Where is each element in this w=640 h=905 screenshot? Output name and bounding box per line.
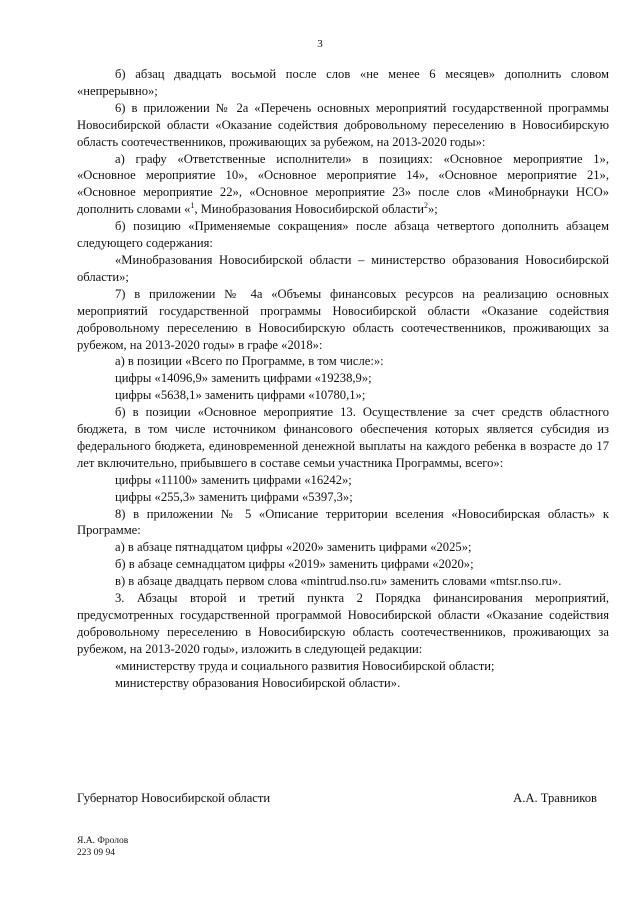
paragraph: б) в позиции «Основное мероприятие 13. Осуществление за счет средств областного бюджета, в том числе источником финансового обеспечения которых является субсидия из федерального бюджета, единовременной денежной выплаты на каждого ребенка в возрасте до 17 лет включительно, прибывшего в составе семьи участника Программы, всего»:: [77, 405, 609, 470]
footnote-mark: 1: [190, 201, 195, 211]
paragraph: цифры «14096,9» заменить цифрами «19238,9»;: [115, 371, 372, 386]
paragraph: б) позицию «Применяемые сокращения» после абзаца четвертого дополнить абзацем следующего содержания:: [77, 219, 609, 251]
document-body: [77, 66, 609, 692]
paragraph-text: , Минобразования Новосибирской области: [194, 202, 424, 217]
paragraph: а) в позиции «Всего по Программе, в том числе:»:: [115, 354, 384, 369]
signatory-position: Губернатор Новосибирской области: [77, 791, 271, 805]
executor-phone: 223 09 94: [77, 848, 115, 858]
signatory-name: А.А. Травников: [513, 791, 597, 805]
paragraph: цифры «11100» заменить цифрами «16242»;: [115, 472, 352, 487]
paragraph: 8) в приложении № 5 «Описание территории вселения «Новосибирская область» к Программе:: [77, 506, 609, 538]
executor-block: [77, 835, 128, 859]
paragraph: б) абзац двадцать восьмой после слов «не менее 6 месяцев» дополнить словом «непрерывно»;: [77, 67, 609, 98]
paragraph: б) в абзаце семнадцатом цифры «2019» заменить цифрами «2020»;: [115, 557, 474, 572]
paragraph: цифры «255,3» заменить цифрами «5397,3»;: [115, 489, 353, 504]
paragraph: 6) в приложении № 2а «Перечень основных мероприятий государственной программы Новосибирской области «Оказание содействия добровольному переселению в Новосибирскую область соотечественников, проживающих за рубежом, на 2013-2020 годы»:: [77, 100, 609, 149]
paragraph: в) в абзаце двадцать первом слова «mintrud.nso.ru» заменить словами «mtsr.nso.ru».: [115, 574, 562, 589]
paragraph: 3. Абзацы второй и третий пункта 2 Порядка финансирования мероприятий, предусмотренных государственной программой Новосибирской области «Оказание содействия добровольному переселению в Новосибирскую область соотечественников, проживающих за рубежом, на 2013-2020 годы», изложить в следующей редакции:: [77, 591, 609, 656]
page-number: 3: [317, 38, 323, 50]
paragraph: а) в абзаце пятнадцатом цифры «2020» заменить цифрами «2025»;: [115, 540, 472, 555]
executor-name: Я.А. Фролов: [77, 836, 129, 846]
paragraph: министерству образования Новосибирской области».: [115, 675, 401, 690]
paragraph: 7) в приложении № 4а «Объемы финансовых ресурсов на реализацию основных мероприятий государственной программы Новосибирской области «Оказание содействия добровольному переселению в Новосибирскую область соотечественников, проживающих за рубежом, на 2013-2020 годы» в графе «2018»:: [77, 286, 609, 352]
paragraph: «министерству труда и социального развития Новосибирской области;: [115, 658, 495, 673]
paragraph-text: »;: [427, 202, 438, 217]
footnote-mark: 2: [423, 201, 428, 211]
paragraph: цифры «5638,1» заменить цифрами «10780,1»;: [115, 388, 366, 403]
signature-block: [77, 790, 597, 807]
paragraph: [77, 151, 609, 219]
paragraph-text: а) графу «Ответственные исполнители» в позициях: «Основное мероприятие 1», «Основное мероприятие 10», «Основное мероприятие 14», «Основное мероприятие 21», «Основное мероприятие 22», «Основное мероприятие 23» после слов «Минобрнауки НСО» дополнить словами «: [77, 151, 609, 217]
paragraph: «Минобразования Новосибирской области – министерство образования Новосибирской области»;: [77, 252, 609, 284]
